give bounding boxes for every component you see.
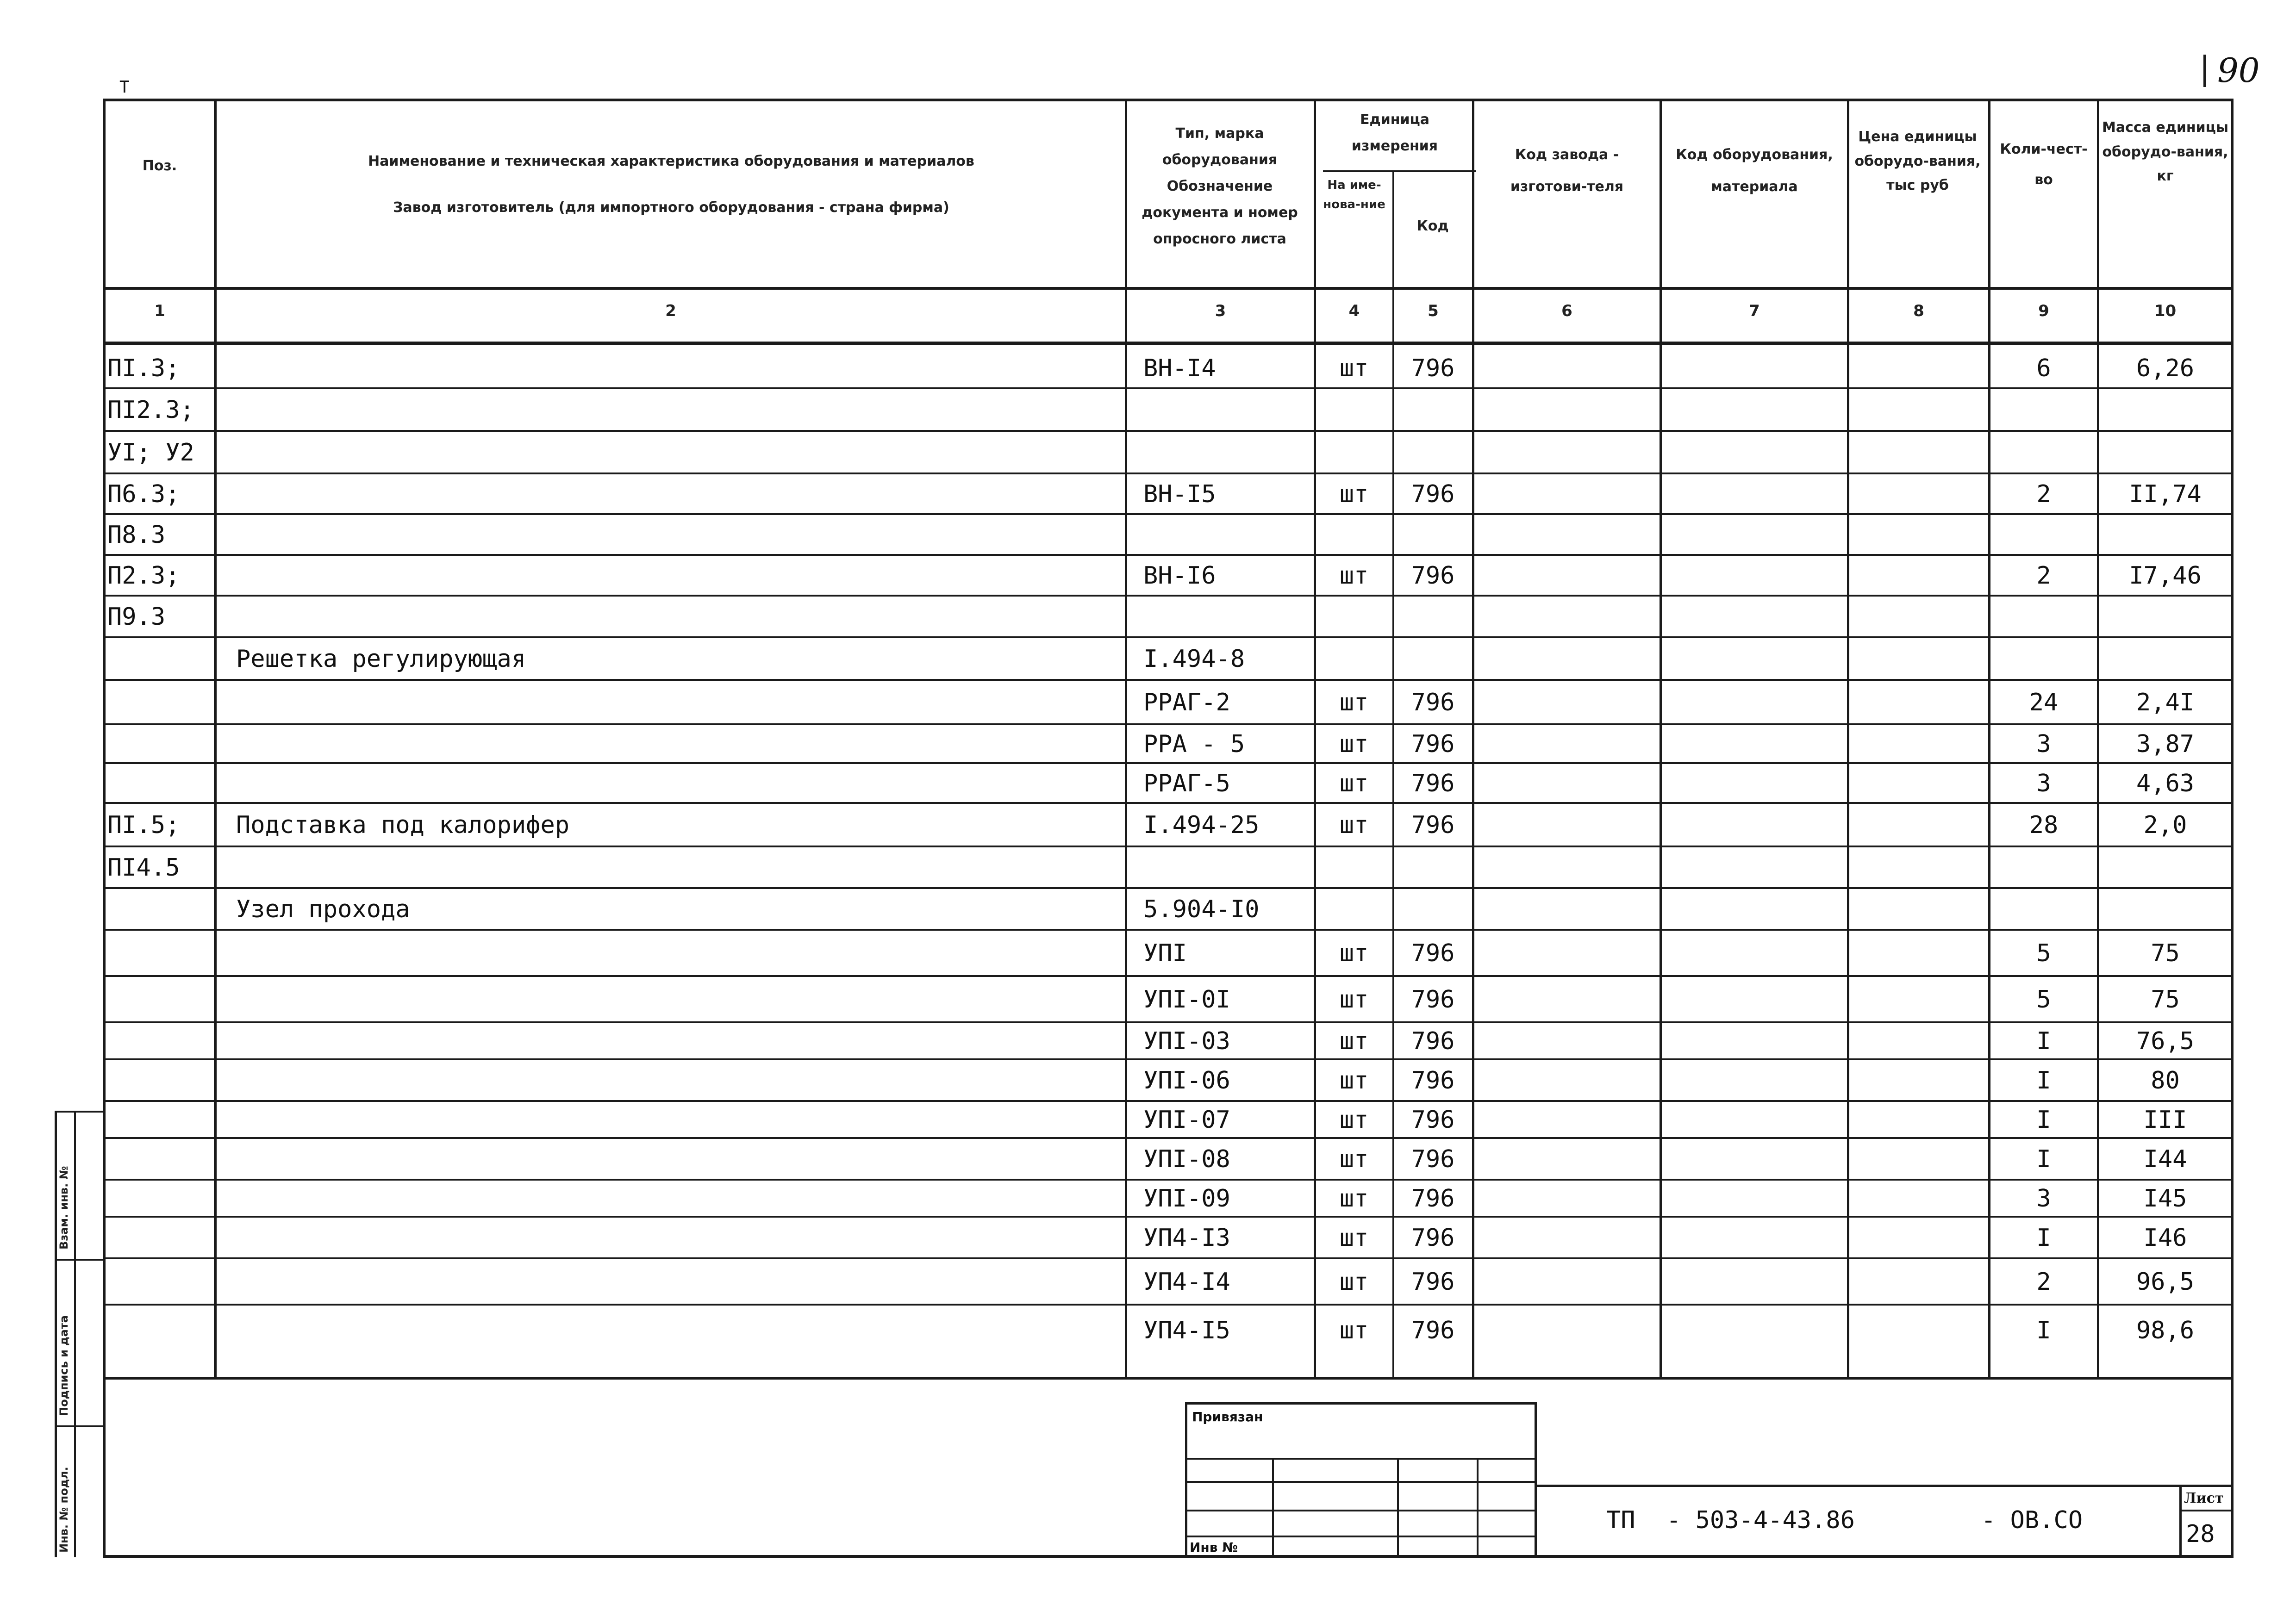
cell-c5: 796 — [1411, 689, 1455, 716]
cell-c9: I — [2036, 1317, 2051, 1344]
cell-c1: П8.3 — [107, 521, 166, 549]
cell-c2: Решетка регулирующая — [236, 645, 526, 673]
cell-c10: 75 — [2151, 986, 2180, 1014]
cell-c3: РРА - 5 — [1143, 730, 1245, 758]
cell-c1: ПI.3; — [107, 354, 180, 382]
page-number-tick — [2203, 55, 2206, 87]
side-label-inv-podl: Инв. № подл. — [57, 1467, 70, 1553]
cell-c3: РРАГ-2 — [1143, 689, 1230, 716]
cell-c10: 96,5 — [2136, 1268, 2195, 1296]
cell-c5: 796 — [1411, 1224, 1455, 1252]
row-divider — [106, 1257, 2231, 1259]
cell-c10: II,74 — [2129, 480, 2202, 508]
header-unit-code: Код — [1416, 218, 1449, 234]
header-factory-code: Код завода - изготови-теля — [1510, 147, 1624, 195]
cell-c4: шт — [1339, 1185, 1369, 1213]
cell-c4: шт — [1339, 1106, 1369, 1134]
header-quantity: Коли-чест-во — [2000, 141, 2088, 188]
row-divider — [106, 473, 2231, 474]
page-number: 90 — [2217, 51, 2260, 90]
stamp-inv-no: Инв № — [1190, 1540, 1238, 1555]
row-divider — [106, 975, 2231, 977]
cell-c3: РРАГ-5 — [1143, 770, 1230, 797]
cell-c3: УПI-0I — [1143, 986, 1230, 1014]
cell-c3: ВН-I5 — [1143, 480, 1216, 508]
cell-c10: 80 — [2151, 1067, 2180, 1094]
cell-c2: Подставка под калорифер — [236, 811, 570, 839]
column-number: 3 — [1215, 302, 1226, 320]
cell-c1: П6.3; — [107, 480, 180, 508]
cell-c4: шт — [1339, 1067, 1369, 1094]
cell-c9: 24 — [2029, 689, 2059, 716]
stamp-designation-prefix: ТП — [1606, 1506, 1635, 1534]
column-number: 6 — [1561, 302, 1572, 320]
cell-c9: 2 — [2036, 480, 2051, 508]
row-divider — [106, 387, 2231, 389]
cell-c3: УПI — [1143, 939, 1187, 967]
stamp-sheet-number: 28 — [2186, 1520, 2215, 1548]
cell-c4: шт — [1339, 1224, 1369, 1252]
cell-c10: 3,87 — [2136, 730, 2195, 758]
cell-c5: 796 — [1411, 1317, 1455, 1344]
cell-c5: 796 — [1411, 986, 1455, 1014]
row-divider — [106, 636, 2231, 638]
cell-c5: 796 — [1411, 939, 1455, 967]
header-equipment-code: Код оборудования, материала — [1676, 147, 1833, 195]
cell-c3: I.494-25 — [1143, 811, 1260, 839]
stamp-privyazan: Привязан — [1192, 1409, 1263, 1424]
header-pos: Поз. — [142, 158, 177, 174]
cell-c4: шт — [1339, 770, 1369, 797]
row-divider — [106, 846, 2231, 847]
cell-c9: 2 — [2036, 562, 2051, 590]
cell-c9: I — [2036, 1027, 2051, 1055]
cell-c3: УПI-03 — [1143, 1027, 1230, 1055]
cell-c3: УП4-I3 — [1143, 1224, 1230, 1252]
row-divider — [106, 1179, 2231, 1181]
cell-c4: шт — [1339, 480, 1369, 508]
side-label-vzam: Взам. инв. № — [57, 1166, 70, 1250]
cell-c9: I — [2036, 1067, 2051, 1094]
cell-c3: УП4-I5 — [1143, 1317, 1230, 1344]
cell-c3: I.494-8 — [1143, 645, 1245, 673]
cell-c4: шт — [1339, 1268, 1369, 1296]
row-divider — [106, 762, 2231, 764]
header-unit: Единица измерения — [1351, 112, 1438, 154]
cell-c10: I44 — [2143, 1145, 2187, 1173]
cell-c10: III — [2143, 1106, 2187, 1134]
cell-c9: I — [2036, 1145, 2051, 1173]
cell-c5: 796 — [1411, 730, 1455, 758]
cell-c10: 76,5 — [2136, 1027, 2195, 1055]
cell-c5: 796 — [1411, 770, 1455, 797]
cell-c1: П2.3; — [107, 562, 180, 590]
cell-c3: УПI-07 — [1143, 1106, 1230, 1134]
cell-c4: шт — [1339, 1027, 1369, 1055]
cell-c4: шт — [1339, 730, 1369, 758]
cell-c5: 796 — [1411, 1106, 1455, 1134]
cell-c10: 2,0 — [2143, 811, 2187, 839]
stamp-designation-code: - 503-4-43.86 — [1666, 1506, 1855, 1534]
cell-c9: I — [2036, 1106, 2051, 1134]
stamp-sheet-label: Лист — [2184, 1490, 2224, 1506]
cell-c9: 6 — [2036, 354, 2051, 382]
row-divider — [106, 1100, 2231, 1102]
cell-c10: 98,6 — [2136, 1317, 2195, 1344]
cell-c4: шт — [1339, 939, 1369, 967]
cell-c3: 5.904-I0 — [1143, 895, 1260, 923]
cell-c1: ПI4.5 — [107, 854, 180, 882]
cell-c5: 796 — [1411, 562, 1455, 590]
cell-c5: 796 — [1411, 480, 1455, 508]
cell-c9: 3 — [2036, 1185, 2051, 1213]
column-number: 9 — [2038, 302, 2049, 320]
header-name-line2: Завод изготовитель (для импортного оборудования - страна фирма) — [393, 199, 949, 216]
cell-c4: шт — [1339, 354, 1369, 382]
cell-c5: 796 — [1411, 354, 1455, 382]
stamp-designation-suffix: - ОВ.СО — [1981, 1506, 2083, 1534]
row-divider — [106, 430, 2231, 432]
cell-c10: 2,4I — [2136, 689, 2195, 716]
header-mass: Масса единицы оборудо-вания, кг — [2102, 119, 2229, 184]
cell-c3: УПI-06 — [1143, 1067, 1230, 1094]
cell-c4: шт — [1339, 986, 1369, 1014]
cell-c10: 75 — [2151, 939, 2180, 967]
cell-c9: 5 — [2036, 986, 2051, 1014]
column-number: 2 — [665, 302, 676, 320]
cell-c1: ПI.5; — [107, 811, 180, 839]
cell-c5: 796 — [1411, 1027, 1455, 1055]
cell-c5: 796 — [1411, 1268, 1455, 1296]
side-label-podpis: Подпись и дата — [57, 1315, 70, 1416]
cell-c9: 5 — [2036, 939, 2051, 967]
header-unit-name: На име-нова-ние — [1323, 178, 1385, 211]
cell-c4: шт — [1339, 1145, 1369, 1173]
cell-c2: Узел прохода — [236, 895, 410, 923]
row-divider — [106, 1137, 2231, 1139]
row-divider — [106, 929, 2231, 931]
column-number: 7 — [1749, 302, 1760, 320]
cell-c10: I46 — [2143, 1224, 2187, 1252]
cell-c1: ПI2.3; — [107, 396, 194, 424]
cell-c5: 796 — [1411, 1145, 1455, 1173]
cell-c10: I45 — [2143, 1185, 2187, 1213]
cell-c4: шт — [1339, 811, 1369, 839]
cell-c5: 796 — [1411, 1185, 1455, 1213]
row-divider — [106, 802, 2231, 804]
column-number: 8 — [1913, 302, 1924, 320]
cell-c10: 4,63 — [2136, 770, 2195, 797]
cell-c4: шт — [1339, 562, 1369, 590]
column-number: 1 — [154, 302, 165, 320]
cell-c9: I — [2036, 1224, 2051, 1252]
cell-c3: УП4-I4 — [1143, 1268, 1230, 1296]
row-divider — [106, 1304, 2231, 1306]
row-divider — [106, 595, 2231, 597]
cell-c9: 28 — [2029, 811, 2059, 839]
cell-c9: 2 — [2036, 1268, 2051, 1296]
header-name-line1: Наименование и техническая характеристика оборудования и материалов — [368, 153, 974, 169]
corner-mark: Т — [119, 78, 130, 97]
row-divider — [106, 887, 2231, 889]
row-divider — [106, 554, 2231, 556]
cell-c3: ВН-I6 — [1143, 562, 1216, 590]
header-price: Цена единицы оборудо-вания, тыс руб — [1854, 129, 1981, 193]
row-divider — [106, 1058, 2231, 1060]
row-divider — [106, 513, 2231, 515]
cell-c10: I7,46 — [2129, 562, 2202, 590]
cell-c5: 796 — [1411, 811, 1455, 839]
cell-c9: 3 — [2036, 730, 2051, 758]
row-divider — [106, 679, 2231, 681]
column-number: 5 — [1428, 302, 1439, 320]
row-divider — [106, 1021, 2231, 1023]
cell-c3: УПI-08 — [1143, 1145, 1230, 1173]
cell-c4: шт — [1339, 1317, 1369, 1344]
header-type: Тип, марка оборудования Обозначение документа и номер опросного листа — [1142, 125, 1298, 247]
cell-c3: ВН-I4 — [1143, 354, 1216, 382]
cell-c5: 796 — [1411, 1067, 1455, 1094]
cell-c4: шт — [1339, 689, 1369, 716]
row-divider — [106, 1216, 2231, 1218]
cell-c9: 3 — [2036, 770, 2051, 797]
row-divider — [106, 723, 2231, 725]
cell-c3: УПI-09 — [1143, 1185, 1230, 1213]
cell-c10: 6,26 — [2136, 354, 2195, 382]
column-number: 4 — [1348, 302, 1360, 320]
cell-c1: УI; У2 — [107, 439, 194, 466]
cell-c1: П9.3 — [107, 603, 166, 631]
column-number: 10 — [2154, 302, 2177, 320]
